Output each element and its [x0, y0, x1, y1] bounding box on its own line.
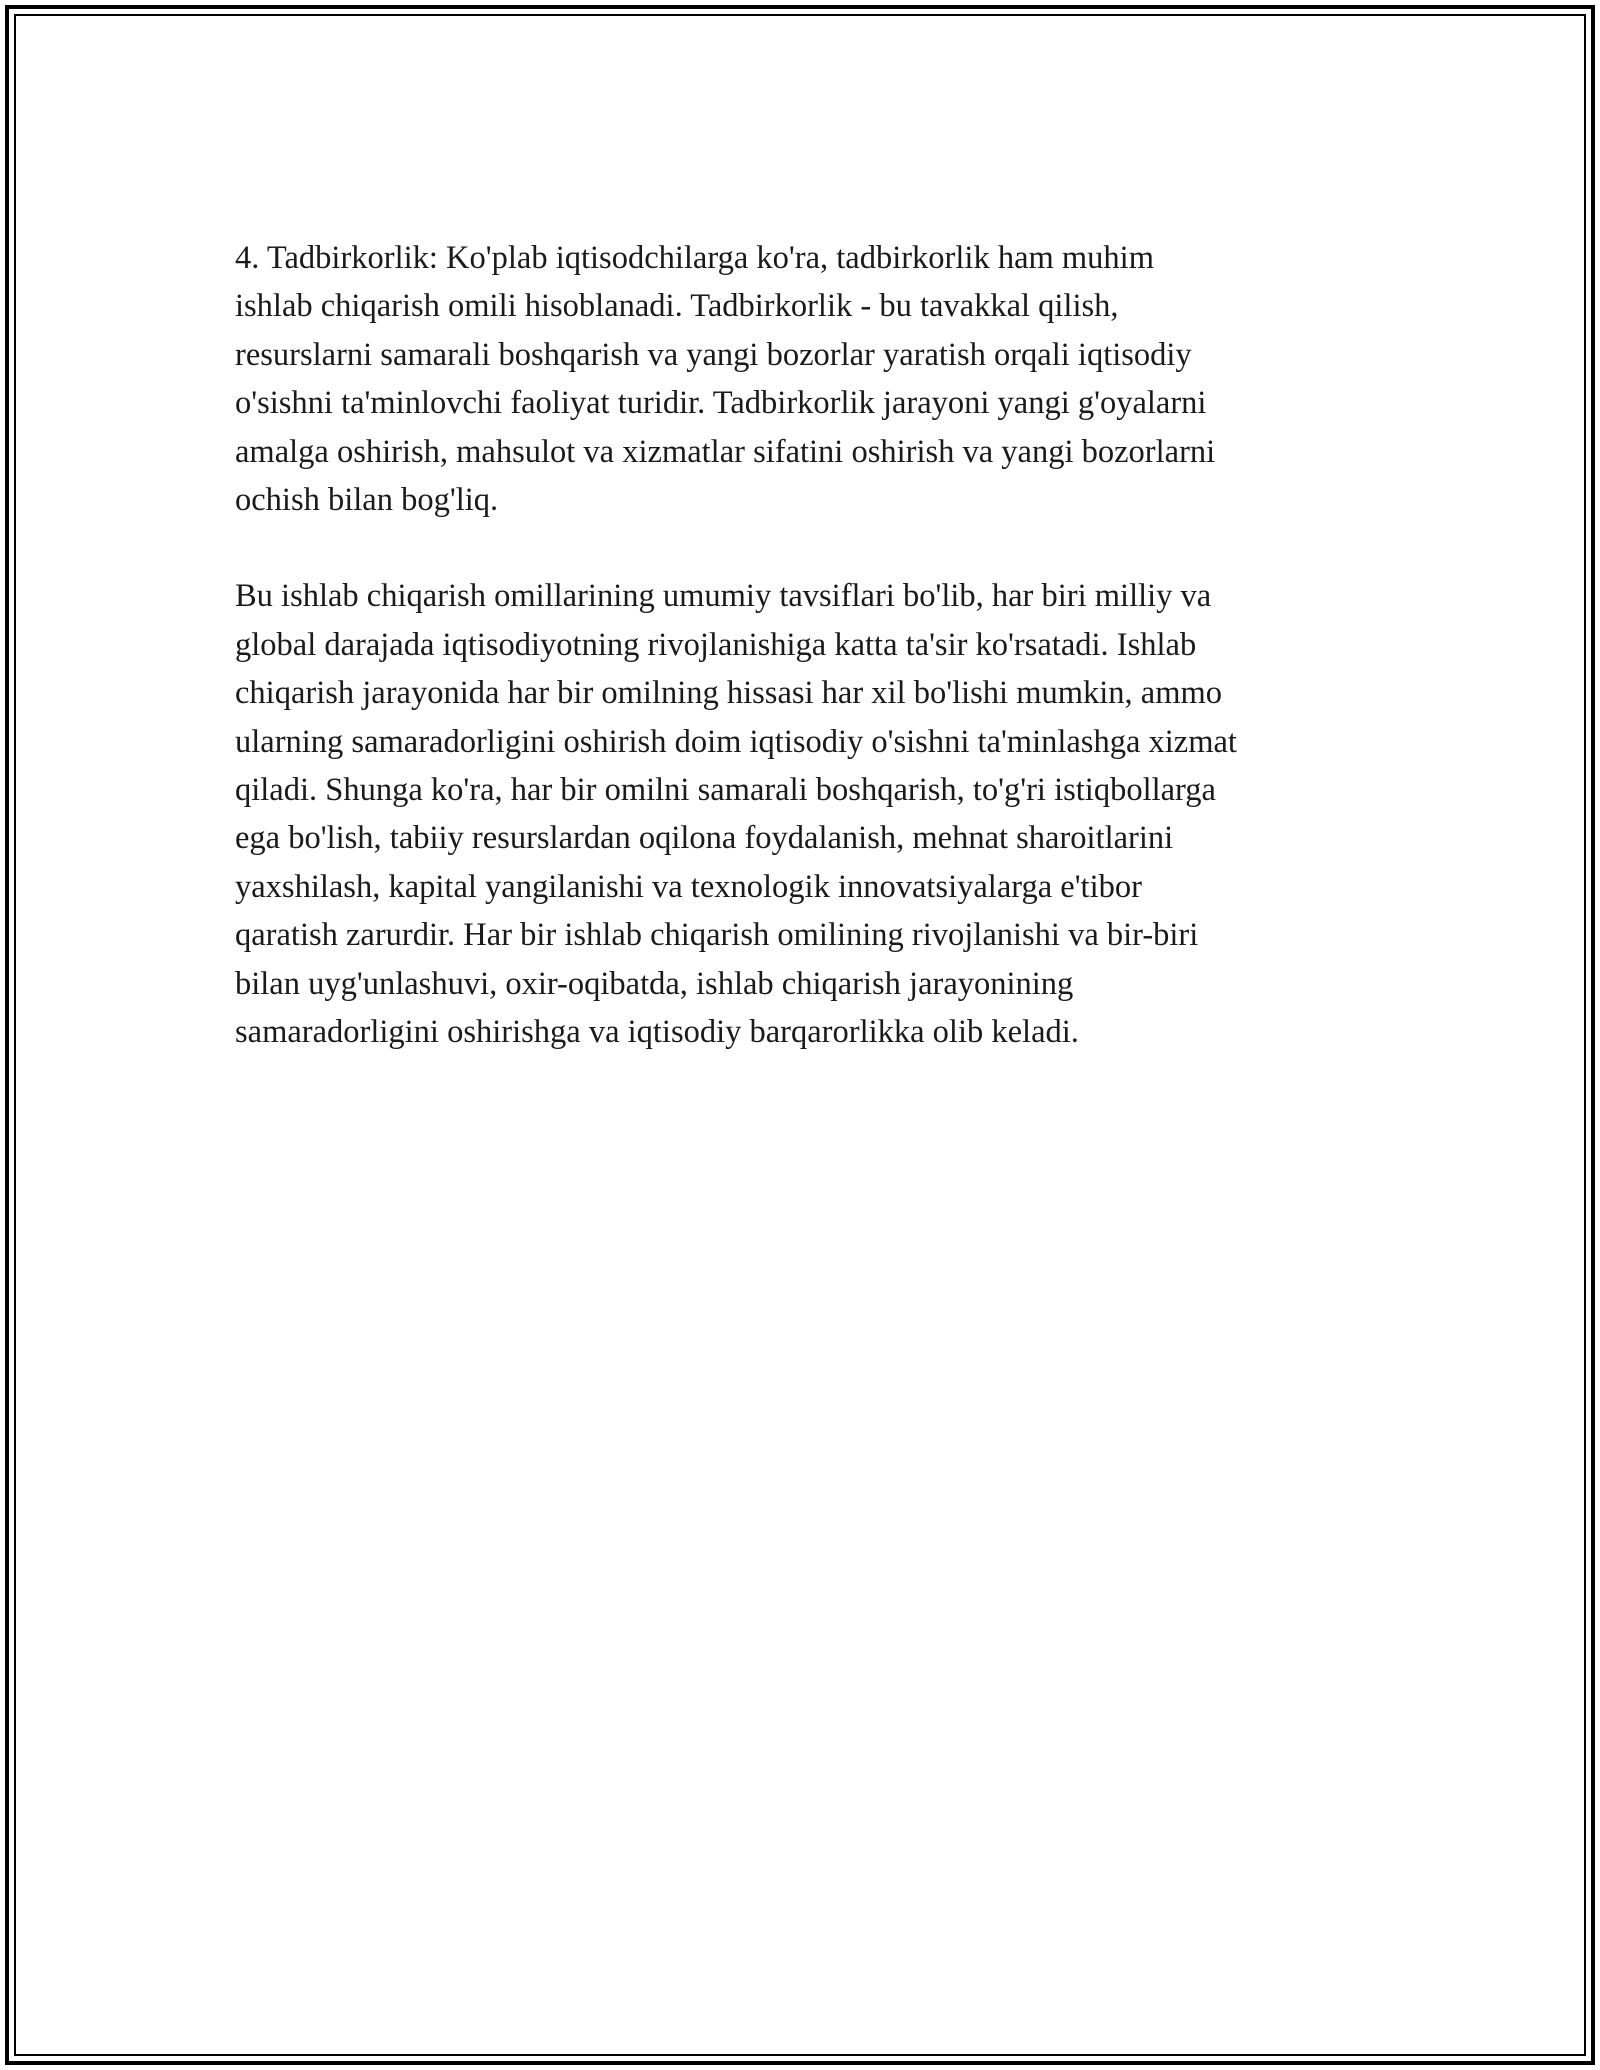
text-line: ochish bilan bog'liq. — [235, 482, 499, 519]
text-line: global darajada iqtisodiyotning rivojlanishiga katta ta'sir ko'rsatadi. Ishlab — [235, 626, 1197, 663]
text-line: amalga oshirish, mahsulot va xizmatlar sifatini oshirish va yangi bozorlarni — [235, 433, 1216, 470]
paragraph-summary — [235, 572, 1375, 1056]
paragraph-tadbirkorlik — [235, 234, 1375, 524]
text-line: 4. Tadbirkorlik: Ko'plab iqtisodchilarga ko'ra, tadbirkorlik ham muhim — [235, 240, 1154, 276]
document-body — [235, 234, 1375, 1105]
text-line: qaratish zarurdir. Har bir ishlab chiqarish omilining rivojlanishi va bir-biri — [235, 917, 1199, 954]
text-line: ega bo'lish, tabiiy resurslardan oqilona foydalanish, mehnat sharoitlarini — [235, 820, 1174, 857]
text-line: qiladi. Shunga ko'ra, har bir omilni samarali boshqarish, to'g'ri istiqbollarga — [235, 772, 1216, 809]
text-line: samaradorligini oshirishga va iqtisodiy barqarorlikka olib keladi. — [235, 1014, 1079, 1051]
text-line: ularning samaradorligini oshirish doim iqtisodiy o'sishni ta'minlashga xizmat — [235, 723, 1237, 760]
text-line: bilan uyg'unlashuvi, oxir-oqibatda, ishlab chiqarish jarayonining — [235, 965, 1074, 1002]
text-line: resurslarni samarali boshqarish va yangi bozorlar yaratish orqali iqtisodiy — [235, 336, 1192, 373]
text-line: yaxshilash, kapital yangilanishi va texnologik innovatsiyalarga e'tibor — [235, 868, 1142, 905]
text-line: o'sishni ta'minlovchi faoliyat turidir. Tadbirkorlik jarayoni yangi g'oyalarni — [235, 385, 1207, 422]
text-line: ishlab chiqarish omili hisoblanadi. Tadbirkorlik - bu tavakkal qilish, — [235, 288, 1119, 325]
text-line: chiqarish jarayonida har bir omilning hissasi har xil bo'lishi mumkin, ammo — [235, 675, 1223, 712]
text-line: Bu ishlab chiqarish omillarining umumiy tavsiflari bo'lib, har biri milliy va — [235, 578, 1212, 615]
